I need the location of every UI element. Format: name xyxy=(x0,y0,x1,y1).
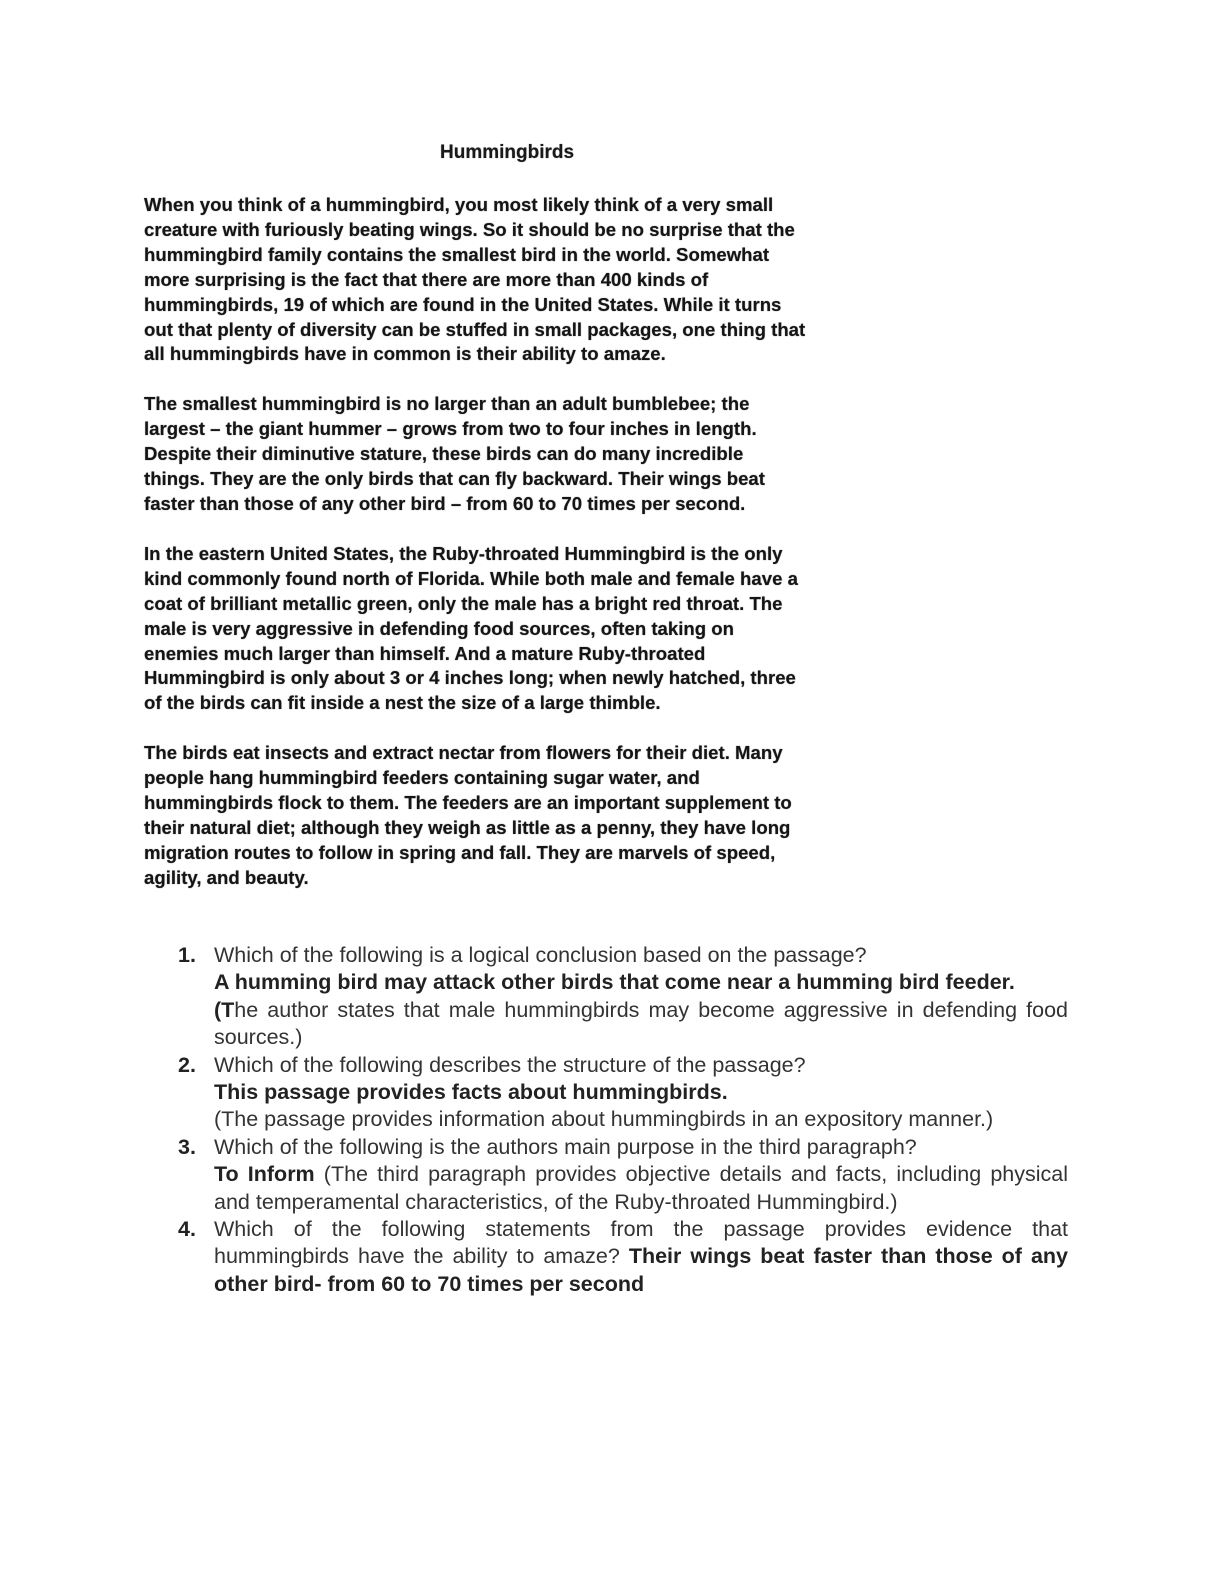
answer-block xyxy=(214,1161,1068,1216)
question-item-1 xyxy=(178,942,1068,1052)
passage-paragraph-3: In the eastern United States, the Ruby-throated Hummingbird is the only kind commonly found north of Florida. While both male and female have a coat of brilliant metallic green, only the male has a bright red throat. The male is very aggressive in defending food sources, often taking on enemies much larger than himself. And a mature Ruby-throated Hummingbird is only about 3 or 4 inches long; when newly hatched, three of the birds can fit inside a nest the size of a large thimble. xyxy=(144,542,798,714)
passage xyxy=(144,193,904,916)
document-title: Hummingbirds xyxy=(440,142,575,163)
question-text: Which of the following is the authors main purpose in the third paragraph? xyxy=(214,1134,917,1159)
explanation-body: he author states that male hummingbirds may become aggressive in defending food sources.) xyxy=(214,997,1068,1050)
answer-text: To Inform xyxy=(214,1162,315,1187)
question-list xyxy=(178,942,1068,1298)
explanation-text: (The third paragraph provides objective details and facts, including physical and temperamental characteristics, of the Ruby-throated Hummingbird.) xyxy=(214,1162,1068,1214)
question-text: Which of the following describes the structure of the passage? xyxy=(214,1052,806,1077)
passage-paragraph-1: When you think of a hummingbird, you most likely think of a very small creature with furiously beating wings. So it should be no surprise that the hummingbird family contains the smallest bird in the world. Somewhat more surprising is the fact that there are more than 400 kinds of hummingbirds, 19 of which are found in the United States. While it turns out that plenty of diversity can be stuffed in small packages, one thing that all hummingbirds have in common is their ability to amaze. xyxy=(144,194,806,365)
explanation-text xyxy=(214,997,1068,1052)
question-block xyxy=(214,1216,1068,1298)
explanation-text: (The passage provides information about hummingbirds in an expository manner.) xyxy=(214,1107,994,1132)
question-number: 1. xyxy=(178,943,196,967)
question-number: 2. xyxy=(178,1052,196,1077)
answer-text: This passage provides facts about hummingbirds. xyxy=(214,1080,728,1105)
question-number: 3. xyxy=(178,1134,196,1159)
question-text: Which of the following is a logical conclusion based on the passage? xyxy=(214,943,867,967)
question-item-3 xyxy=(178,1134,1068,1216)
answer-text: A humming bird may attack other birds that come near a humming bird feeder. xyxy=(214,970,1015,995)
question-item-4 xyxy=(178,1216,1068,1298)
question-text: Which of the following statements from the passage provides evidence that hummingbirds have the ability to amaze? xyxy=(214,1217,1068,1269)
answer-text: Their wings beat faster than those of any other bird- from 60 to 70 times per second xyxy=(214,1244,1068,1296)
passage-paragraph-2: The smallest hummingbird is no larger than an adult bumblebee; the largest – the giant hummer – grows from two to four inches in length. Despite their diminutive stature, these birds can do many incredible things. They are the only birds that can fly backward. Their wings beat faster than those of any other bird – from 60 to 70 times per second. xyxy=(144,393,765,514)
passage-paragraph-4: The birds eat insects and extract nectar from flowers for their diet. Many people hang hummingbird feeders containing sugar water, and hummingbirds flock to them. The feeders are an important supplement to their natural diet; although they weigh as little as a penny, they have long migration routes to follow in spring and fall. They are marvels of speed, agility, and beauty. xyxy=(144,742,792,888)
question-item-2 xyxy=(178,1052,1068,1134)
question-number: 4. xyxy=(178,1217,196,1242)
explanation-lead: (T xyxy=(214,997,235,1022)
